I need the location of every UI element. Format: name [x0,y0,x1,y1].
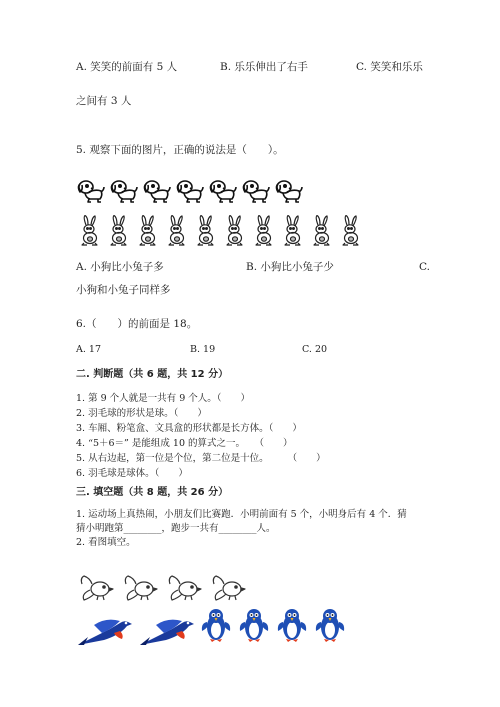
fill-q1-line1: 1. 运动场上真热闹，小朋友们比赛跑．小明前面有 5 个，小明身后有 4 个．猜 [76,509,407,520]
section3-heading: 三. 填空题（共 8 题，共 26 分） [76,487,229,498]
rabbit-icon [223,215,247,246]
swallow-icon [138,607,194,647]
dog-icon [109,178,138,203]
fill-q1-line2: 猜小明跑第________，跑步一共有________人。 [76,523,276,534]
judge-item-6: 6. 羽毛球是球体。（ ） [76,468,188,479]
dog-icon [76,178,105,203]
section2-heading: 二. 判断题（共 6 题，共 12 分） [76,369,229,380]
penguin-icon [200,607,232,643]
small-bird-icon [166,572,202,602]
rabbit-icon [165,215,189,246]
q5-option-b: B. 小狗比小兔子少 [246,261,334,273]
q4-option-c: C. 笑笑和乐乐 [356,61,423,73]
rabbit-icon [252,215,276,246]
q5-option-c-continued: 小狗和小兔子同样多 [76,284,171,296]
dog-row [76,178,303,203]
q6-option-b: B. 19 [190,344,216,355]
rabbit-icon [78,215,102,246]
penguin-icon [276,607,308,643]
q6-option-c: C. 20 [302,344,328,355]
q4-option-c-continued: 之间有 3 人 [76,95,132,107]
judge-item-1: 1. 第 9 个人就是一共有 9 个人。（ ） [76,393,251,404]
q5-option-a: A. 小狗比小兔子多 [76,261,164,273]
rabbit-icon [339,215,363,246]
judge-item-4: 4. “5＋6＝” 是能组成 10 的算式之一。 （ ） [76,438,293,449]
q4-option-b: B. 乐乐伸出了右手 [220,61,308,73]
rabbit-icon [310,215,334,246]
penguin-icon [238,607,270,643]
judge-item-3: 3. 车厢、粉笔盒、文具盒的形状都是长方体。（ ） [76,423,302,434]
small-bird-row [78,572,246,602]
dog-icon [208,178,237,203]
swallow-icon [76,607,132,647]
judge-item-2: 2. 羽毛球的形状是球。（ ） [76,408,207,419]
rabbit-icon [194,215,218,246]
q6-option-a: A. 17 [76,344,101,355]
dog-icon [274,178,303,203]
q5-stem: 5. 观察下面的图片，正确的说法是（ ）。 [76,144,284,156]
q6-stem: 6.（ ）的前面是 18。 [76,318,198,330]
blue-bird-row [76,607,346,647]
dog-icon [142,178,171,203]
fill-q2-stem: 2. 看图填空。 [76,537,136,548]
penguin-icon [314,607,346,643]
q4-option-a: A. 笑笑的前面有 5 人 [76,61,178,73]
rabbit-icon [107,215,131,246]
rabbit-icon [281,215,305,246]
small-bird-icon [210,572,246,602]
dog-icon [175,178,204,203]
small-bird-icon [122,572,158,602]
rabbit-row [78,215,363,246]
judge-item-5: 5. 从右边起，第一位是个位，第二位是十位。 （ ） [76,453,326,464]
q5-option-c: C. [419,261,430,273]
dog-icon [241,178,270,203]
small-bird-icon [78,572,114,602]
rabbit-icon [136,215,160,246]
